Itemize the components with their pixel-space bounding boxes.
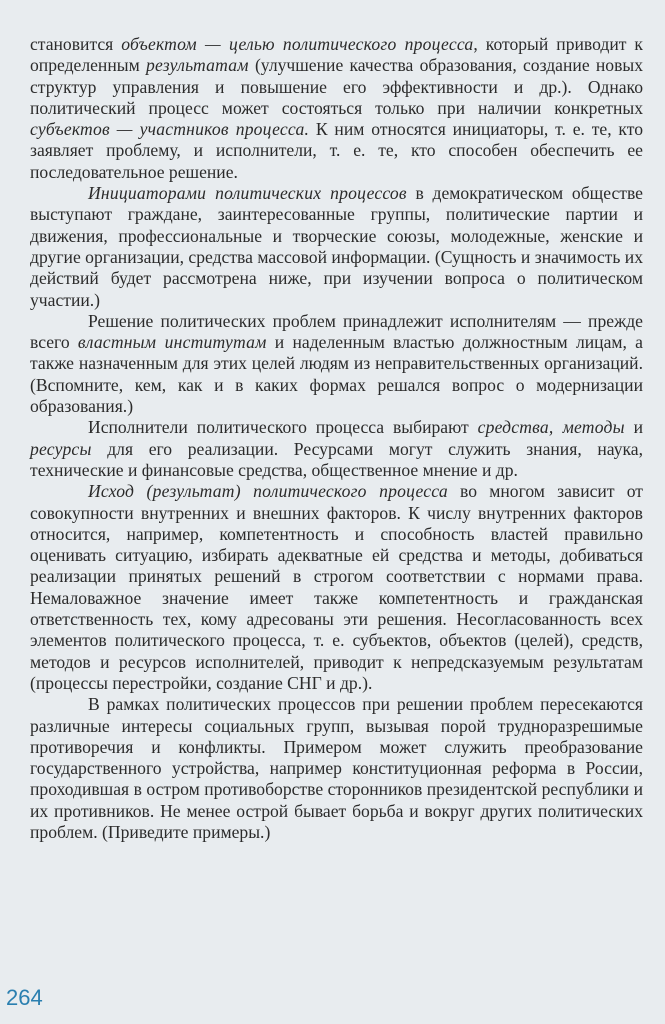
text-run: становится: [30, 34, 122, 54]
text-run: (улучшение качества образования, создание новых структур управления и повышение его эффективности и др.). Однако политический процесс может состояться только при наличии конкретных: [30, 55, 643, 118]
paragraph-5: [30, 481, 643, 694]
text-run: Решение политических проблем принадлежит исполнителям — прежде всего: [30, 310, 643, 353]
emphasis-run: Исход (результат) политического процесса: [88, 481, 448, 502]
emphasis-run: Инициаторами политических процессов: [88, 183, 407, 204]
text-run: В рамках политических процессов при решении проблем пересекаются различные интересы социальных групп, вызывая порой трудноразрешимые противоречия и конфликты. Примером может служить преобразование государственного устройства, например конституционная реформа в России, проходившая в остром противоборстве сторонников президентской республики и их противников. Не менее острой бывает борьба и вокруг других политических проблем. (Приведите примеры.): [30, 694, 643, 842]
emphasis-run: средства, методы: [477, 417, 625, 438]
text-run: во многом зависит от совокупности внутренних и внешних факторов. К числу внутренних факторов относится, например, компетентность и способность властей правильно оценивать ситуацию, избирать адекватные ей средства и методы, добиваться реализации принятых решений в строгом соответствии с нормами права. Немаловажное значение имеет также компетентность и гражданская ответственность тех, кому адресованы эти решения. Несогласованность всех элементов политического процесса, т. е. субъектов, объектов (целей), средств, методов и ресурсов исполнителей, приводит к непредсказуемым результатам (процессы перестройки, создание СНГ и др.).: [30, 481, 643, 693]
emphasis-run: результатам: [145, 55, 249, 76]
paragraph-3: [30, 311, 643, 417]
emphasis-run: субъектов — участников процесса.: [30, 119, 310, 140]
text-run: и наделенным властью должностным лицам, а также назначенным для этих целей людям из неправительственных организаций. (Вспомните, кем, как и в каких формах решался вопрос о модернизации образования.): [30, 332, 643, 417]
page-number: 264: [6, 985, 43, 1010]
body-text: [30, 34, 643, 843]
text-run: Исполнители политического процесса выбирают: [88, 417, 478, 438]
paragraph-6: [30, 694, 643, 843]
text-run: и: [624, 417, 643, 438]
emphasis-run: ресурсы: [30, 438, 92, 459]
text-run: в демократическом обществе выступают граждане, заинтересованные группы, политические партии и движения, профессиональные и творческие союзы, молодежные, женские и другие организации, средства массовой информации. (Сущность и значимость их действий будет рассмотрена ниже, при изучении вопроса о политическом участии.): [30, 183, 643, 310]
emphasis-run: объектом — целью политического процесса: [121, 34, 474, 54]
paragraph-4: [30, 417, 643, 481]
paragraph-1: [30, 34, 643, 183]
emphasis-run: властным институтам: [77, 332, 267, 353]
text-run: К ним относятся инициаторы, т. е. те, кто заявляет проблему, и исполнители, т. е. те, кто способен обеспечить ее последовательное решение.: [30, 119, 643, 182]
paragraph-2: [30, 183, 643, 311]
text-run: для его реализации. Ресурсами могут служить знания, наука, технические и финансовые средства, общественное мнение и др.: [30, 438, 643, 480]
text-run: , который приводит к определенным: [30, 34, 643, 76]
